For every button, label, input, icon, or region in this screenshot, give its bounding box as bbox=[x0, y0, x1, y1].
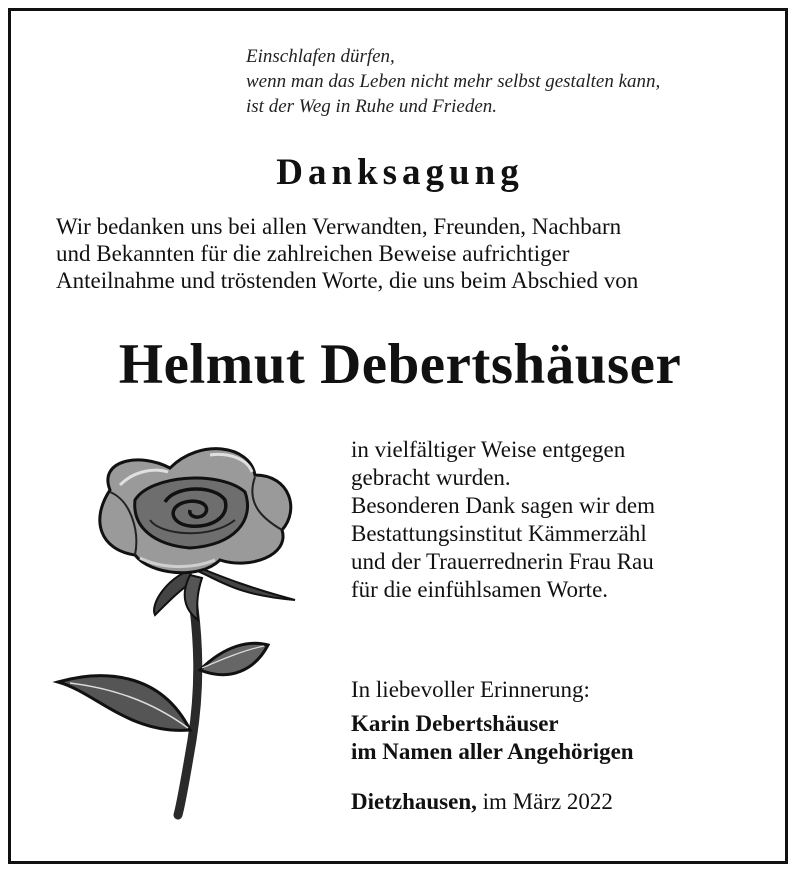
body-line: und der Trauerrednerin Frau Rau bbox=[351, 549, 654, 574]
deceased-name: Helmut Debertshäuser bbox=[118, 333, 682, 396]
place-date bbox=[351, 789, 613, 815]
body-line: in vielfältiger Weise entgegen bbox=[351, 437, 626, 462]
signatory-name: Karin Debertshäuser bbox=[351, 711, 559, 736]
body-line: für die einfühlsamen Worte. bbox=[351, 577, 609, 602]
body-line: Besonderen Dank sagen wir dem bbox=[351, 493, 656, 518]
closing-phrase: In liebevoller Erinnerung: bbox=[351, 677, 590, 702]
intro-line: Anteilnahme und tröstenden Worte, die uns beim Abschied von bbox=[56, 268, 639, 293]
poem bbox=[246, 44, 660, 119]
intro-paragraph bbox=[56, 213, 638, 294]
intro-line: Wir bedanken uns bei allen Verwandten, Freunden, Nachbarn bbox=[56, 214, 622, 239]
town-name: Dietzhausen, bbox=[351, 789, 477, 814]
body-line: gebracht wurden. bbox=[351, 465, 511, 490]
family-note: im Namen aller Angehörigen bbox=[351, 739, 634, 764]
rose-icon bbox=[50, 430, 310, 820]
body-line: Bestattungsinstitut Kämmerzähl bbox=[351, 521, 647, 546]
intro-line: und Bekannten für die zahlreichen Beweise aufrichtiger bbox=[56, 241, 570, 266]
page-title: Danksagung bbox=[276, 152, 524, 193]
thanks-paragraph bbox=[351, 436, 655, 604]
poem-line: wenn man das Leben nicht mehr selbst gestalten kann, bbox=[246, 71, 661, 92]
poem-line: Einschlafen dürfen, bbox=[246, 46, 395, 67]
signature-block bbox=[351, 676, 634, 766]
poem-line: ist der Weg in Ruhe und Frieden. bbox=[246, 96, 498, 117]
date-text: im März 2022 bbox=[482, 789, 613, 814]
